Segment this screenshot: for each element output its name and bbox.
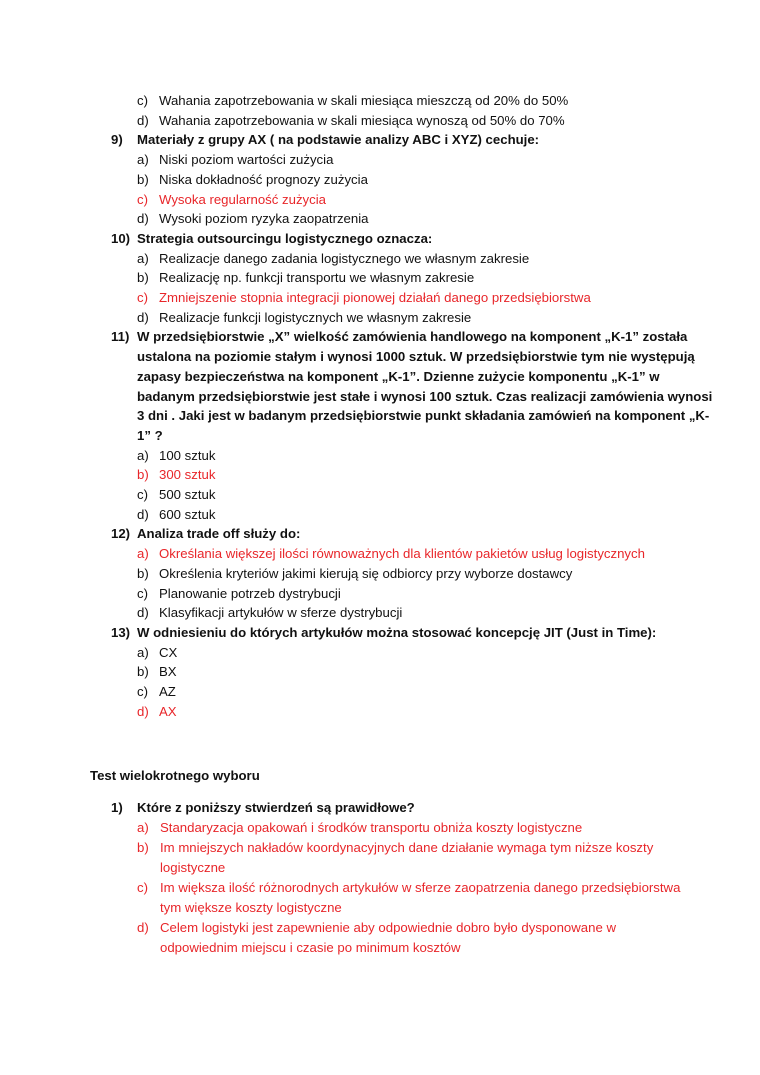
multi-option-1a-correct xyxy=(0,818,760,838)
multi-option-1d-correct xyxy=(0,918,760,938)
question-11-line-2 xyxy=(0,347,760,367)
option-letter: b) xyxy=(137,565,149,581)
option-text: Zmniejszenie stopnia integracji pionowej działań danego przedsiębiorstwa xyxy=(159,290,591,305)
question-11-line-3 xyxy=(0,367,760,387)
option-text: AX xyxy=(159,703,177,719)
question-number: 9) xyxy=(111,132,123,148)
question-12 xyxy=(0,524,760,544)
option-13b xyxy=(0,662,760,682)
multi-option-1c-correct xyxy=(0,878,760,898)
option-letter: a) xyxy=(137,644,149,660)
question-number: 12) xyxy=(111,526,131,542)
multi-option-1d-line-2 xyxy=(0,938,760,958)
option-11d xyxy=(0,505,760,525)
option-12b xyxy=(0,564,760,584)
option-text: AZ xyxy=(159,684,176,699)
option-text: Wahania zapotrzebowania w skali miesiąca wynoszą od 50% do 70% xyxy=(159,112,565,128)
option-10d xyxy=(0,308,760,328)
option-text: 500 sztuk xyxy=(159,487,216,502)
option-text: Klasyfikacji artykułów w sferze dystrybucji xyxy=(159,605,403,621)
option-11c xyxy=(0,485,760,505)
option-text: logistyczne xyxy=(160,860,226,875)
option-text: Planowanie potrzeb dystrybucji xyxy=(159,585,341,601)
option-letter: b) xyxy=(137,270,149,286)
option-text: 600 sztuk xyxy=(159,506,216,522)
option-letter: a) xyxy=(137,447,149,463)
question-text: 1” ? xyxy=(137,427,163,443)
option-11b-correct xyxy=(0,465,760,485)
option-9b xyxy=(0,170,760,190)
question-text: Strategia outsourcingu logistycznego oznacza: xyxy=(137,230,433,246)
option-letter: b) xyxy=(137,467,149,483)
option-text: Wahania zapotrzebowania w skali miesiąca mieszczą od 20% do 50% xyxy=(159,93,569,108)
option-9d xyxy=(0,209,760,229)
option-letter: b) xyxy=(137,171,149,187)
option-12c xyxy=(0,584,760,604)
option-letter: b) xyxy=(137,840,149,855)
question-number: 10) xyxy=(111,230,131,246)
multi-option-1b-line-2 xyxy=(0,858,760,878)
question-11-line-6 xyxy=(0,426,760,446)
section-title xyxy=(0,766,760,786)
option-13d-correct xyxy=(0,702,760,722)
option-text: 300 sztuk xyxy=(159,467,216,483)
question-text: ustalona na poziomie stałym i wynosi 1000 sztuk. W przedsiębiorstwie tym nie występują xyxy=(137,349,695,365)
question-11-line-5 xyxy=(0,406,760,426)
question-text: Materiały z grupy AX ( na podstawie analizy ABC i XYZ) cechuje: xyxy=(137,132,540,148)
option-letter: a) xyxy=(137,820,149,835)
option-text: Standaryzacja opakowań i środków transportu obniża koszty logistyczne xyxy=(160,820,583,835)
option-letter: c) xyxy=(137,93,148,108)
question-number: 11) xyxy=(111,329,130,345)
option-text: Realizację np. funkcji transportu we własnym zakresie xyxy=(159,270,475,286)
option-9a xyxy=(0,150,760,170)
question-number: 13) xyxy=(111,624,131,640)
option-text: odpowiednim miejscu i czasie po minimum kosztów xyxy=(160,940,461,955)
option-8c xyxy=(0,91,760,111)
option-text: Niska dokładność prognozy zużycia xyxy=(159,171,368,187)
option-text: Określenia kryteriów jakimi kierują się odbiorcy przy wyborze dostawcy xyxy=(159,565,573,581)
option-11a xyxy=(0,446,760,466)
question-text: badanym przedsiębiorstwie jest stałe i wynosi 100 sztuk. Czas realizacji zamówienia wynosi xyxy=(137,388,713,404)
option-text: CX xyxy=(159,644,178,660)
multi-option-1c-line-2 xyxy=(0,898,760,918)
option-13a xyxy=(0,643,760,663)
option-letter: d) xyxy=(137,605,149,621)
option-text: Celem logistyki jest zapewnienie aby odpowiednie dobro było dysponowane w xyxy=(160,920,616,935)
option-text: Niski poziom wartości zużycia xyxy=(159,152,334,168)
option-letter: d) xyxy=(137,920,149,935)
option-letter: d) xyxy=(137,112,149,128)
question-9 xyxy=(0,130,760,150)
option-text: Realizacje danego zadania logistycznego we własnym zakresie xyxy=(159,250,530,266)
option-text: Wysoki poziom ryzyka zaopatrzenia xyxy=(159,211,369,227)
option-text: Im większa ilość różnorodnych artykułów w sferze zaopatrzenia danego przedsiębiorstwa xyxy=(160,880,681,895)
option-text: Im mniejszych nakładów koordynacyjnych dane działanie wymaga tym niższe koszty xyxy=(160,840,654,855)
option-letter: d) xyxy=(137,506,149,522)
question-13 xyxy=(0,623,760,643)
option-letter: d) xyxy=(137,211,149,227)
option-10a xyxy=(0,249,760,269)
option-text: 100 sztuk xyxy=(159,447,216,463)
question-text: Które z poniższy stwierdzeń są prawidłowe? xyxy=(137,800,415,815)
option-letter: b) xyxy=(137,664,149,680)
option-text: Wysoka regularność zużycia xyxy=(159,191,326,207)
question-text: zapasy bezpieczeństwa na komponent „K-1”. Dzienne zużycie komponentu „K-1” w xyxy=(137,368,660,384)
option-letter: a) xyxy=(137,152,149,168)
option-8d xyxy=(0,111,760,131)
question-11-line-4 xyxy=(0,387,760,407)
multi-question-1 xyxy=(0,798,760,818)
option-letter: c) xyxy=(137,191,148,207)
option-letter: c) xyxy=(137,585,148,601)
option-letter: a) xyxy=(137,250,149,266)
question-10 xyxy=(0,229,760,249)
section-heading: Test wielokrotnego wyboru xyxy=(90,768,260,783)
option-10b xyxy=(0,268,760,288)
option-letter: c) xyxy=(137,487,148,502)
question-11 xyxy=(0,327,760,347)
option-text: Określania większej ilości równoważnych dla klientów pakietów usług logistycznych xyxy=(159,546,645,562)
question-text: Analiza trade off służy do: xyxy=(137,526,301,542)
question-text: W przedsiębiorstwie „X” wielkość zamówienia handlowego na komponent „K-1” została xyxy=(137,329,688,345)
option-text: Realizacje funkcji logistycznych we własnym zakresie xyxy=(159,309,472,325)
multi-option-1b-correct xyxy=(0,838,760,858)
option-letter: d) xyxy=(137,703,149,719)
option-letter: d) xyxy=(137,309,149,325)
question-text: W odniesieniu do których artykułów można stosować koncepcję JIT (Just in Time): xyxy=(137,624,657,640)
option-letter: c) xyxy=(137,880,148,895)
option-12a-correct xyxy=(0,544,760,564)
option-10c-correct xyxy=(0,288,760,308)
option-letter: c) xyxy=(137,684,148,699)
option-letter: a) xyxy=(137,546,149,562)
option-text: tym większe koszty logistyczne xyxy=(160,900,342,915)
option-12d xyxy=(0,603,760,623)
option-text: BX xyxy=(159,664,177,680)
option-13c xyxy=(0,682,760,702)
question-text: 3 dni . Jaki jest w badanym przedsiębiorstwie punkt składania zamówień na komponent „K- xyxy=(137,408,710,424)
option-9c-correct xyxy=(0,190,760,210)
question-number: 1) xyxy=(111,800,123,815)
option-letter: c) xyxy=(137,290,148,305)
